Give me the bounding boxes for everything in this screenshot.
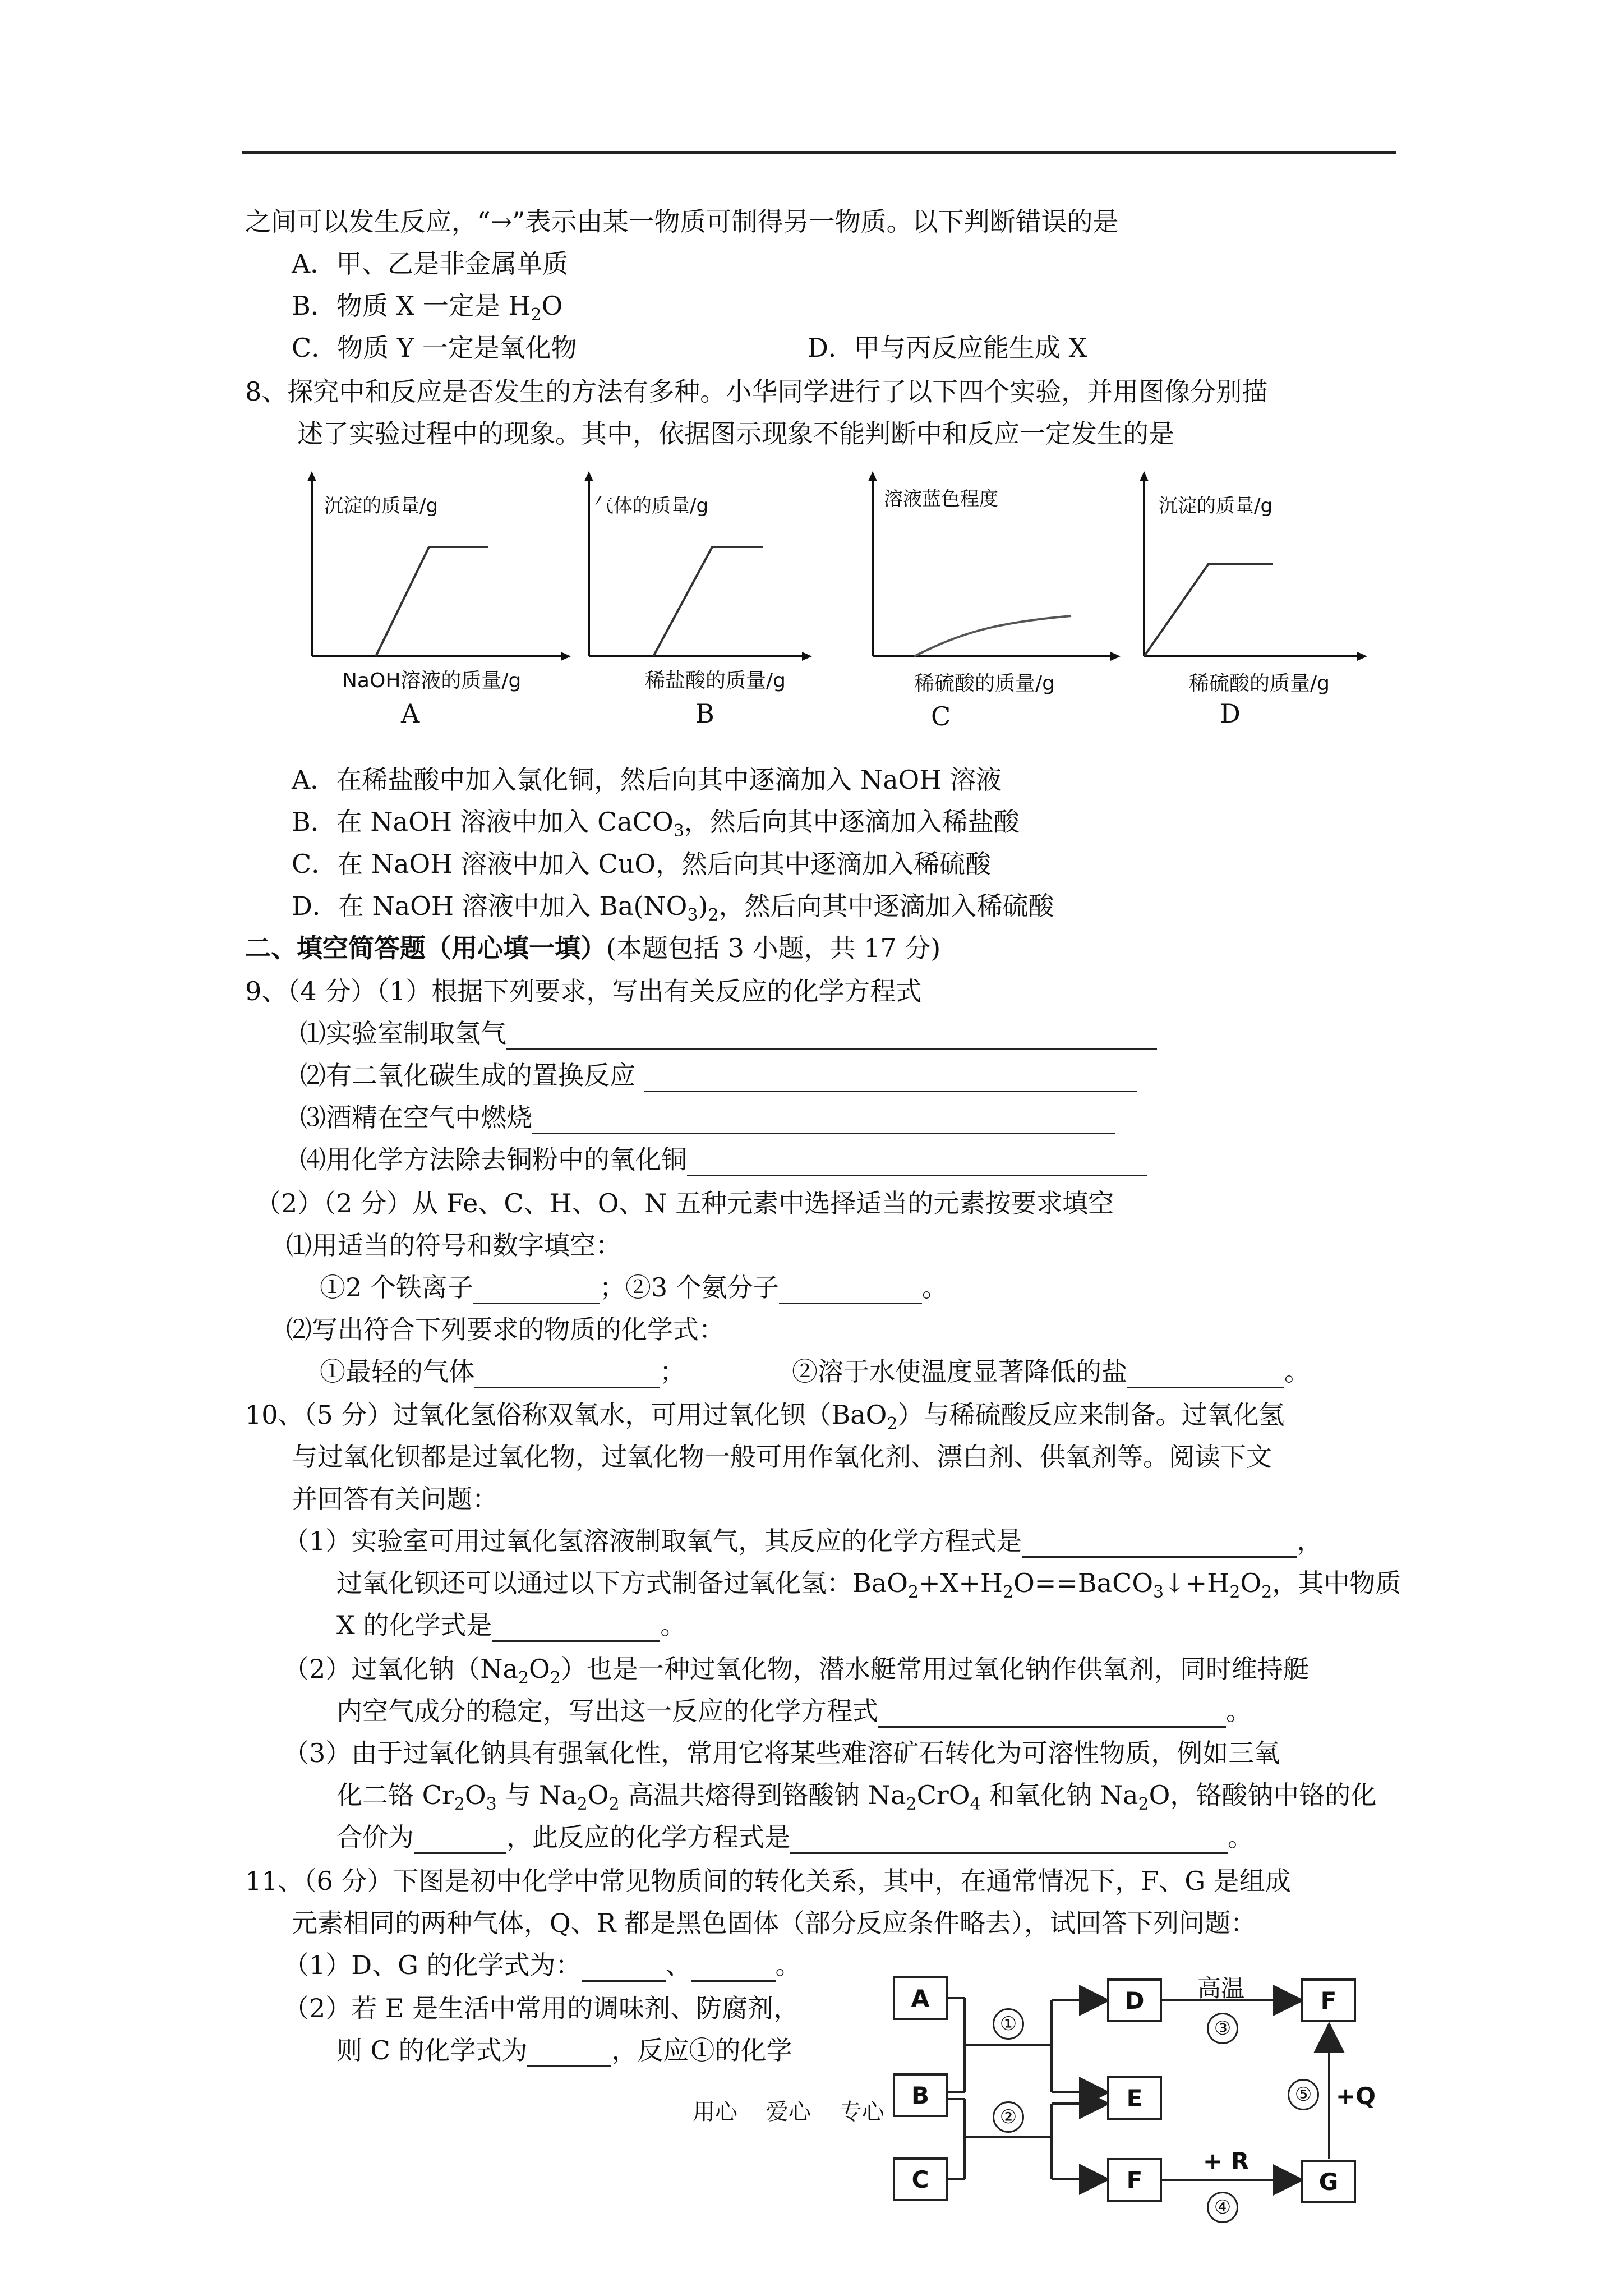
q9-item2: ⑵有二氧化碳生成的置换反应: [300, 1059, 1137, 1092]
flow-reaction-1: ①: [993, 2008, 1024, 2040]
q8-stem-line1: 8、探究中和反应是否发生的方法有多种。小华同学进行了以下四个实验，并用图像分别描: [245, 376, 1268, 407]
flow-reaction-3: ③: [1207, 2013, 1238, 2044]
q10-part1b: 过氧化钡还可以通过以下方式制备过氧化氢：$BaO_2+X+H_2O==BaCO_3↓+H_2O_2$，其中物质: [336, 1568, 1401, 1602]
q10-part2a: （2）过氧化钠$(Na_2O_2)$也是一种过氧化物，潜水艇常用过氧化钠作供氧剂，同时维持艇: [283, 1654, 1309, 1688]
q7-stem-continuation: 之间可以发生反应，“→”表示由某一物质可制得另一物质。以下判断错误的是: [245, 206, 1119, 237]
flow-node-g: G: [1301, 2160, 1356, 2203]
q9-item2-blank[interactable]: [644, 1066, 1137, 1092]
graph-a: [292, 471, 572, 729]
section2-title: 二、填空简答题（用心填一填）(本题包括 3 小题，共 17 分): [245, 933, 941, 963]
q10-part2b: 内空气成分的稳定，写出这一反应的化学方程式 。: [336, 1694, 1252, 1728]
q11-line2: 元素相同的两种气体，Q、R 都是黑色固体（部分反应条件略去），试回答下列问题：: [292, 1908, 1256, 1938]
graph-d-letter: D: [1220, 698, 1241, 729]
flow-node-b: B: [893, 2073, 948, 2117]
graph-c-ylabel: 溶液蓝色程度: [884, 488, 998, 510]
q9-item4: ⑷用化学方法除去铜粉中的氧化铜: [300, 1143, 1147, 1176]
q9-item1-blank[interactable]: [506, 1024, 1157, 1050]
graph-d-ylabel: 沉淀的质量/g: [1159, 495, 1273, 517]
q8-option-c: C．在 NaOH 溶液中加入 CuO，然后向其中逐滴加入稀硫酸: [292, 849, 992, 879]
graph-a-ylabel: 沉淀的质量/g: [324, 495, 439, 517]
q10-part3b: 化二铬 $Cr_2O_3$ 与 $Na_2O_2$ 高温共熔得到铬酸钠 $Na_2CrO_4$ 和氧化钠 $Na_2O$，铬酸钠中铬的化: [336, 1780, 1377, 1814]
flow-node-c: C: [893, 2157, 948, 2201]
graph-d-xlabel: 稀硫酸的质量/g: [1189, 672, 1330, 695]
q10-part1c: X 的化学式是 。: [336, 1608, 686, 1642]
q11-g-formula-blank[interactable]: [691, 1955, 776, 1982]
flow-reaction-4: ④: [1207, 2192, 1238, 2223]
q10-chromium-valence-blank[interactable]: [414, 1828, 506, 1854]
q10-chromate-equation-blank[interactable]: [790, 1828, 1228, 1854]
q11-part2b: 则 C 的化学式为 ，反应①的化学: [336, 2033, 792, 2067]
q9-ammonia-blank[interactable]: [779, 1278, 922, 1304]
q9-sub2-answers: ①最轻的气体 ； ②溶于水使温度显著降低的盐 。: [320, 1355, 1310, 1388]
q11-line1: 11、（6 分）下图是初中化学中常见物质间的转化关系，其中，在通常情况下，F、G 是组成: [245, 1866, 1291, 1896]
q9-iron-ion-blank[interactable]: [473, 1278, 600, 1304]
graph-c: [852, 471, 1133, 731]
q9-head: 9、（4 分）（1）根据下列要求，写出有关反应的化学方程式: [245, 976, 922, 1006]
q10-x-formula-blank[interactable]: [492, 1616, 660, 1642]
flow-label-plus-r: + R: [1203, 2147, 1249, 2175]
q10-na2o2-equation-blank[interactable]: [878, 1701, 1226, 1728]
graph-a-curve: [376, 547, 488, 656]
q10-line3: 并回答有关问题：: [292, 1484, 498, 1514]
q9-item1: ⑴实验室制取氢气: [300, 1016, 1157, 1050]
graph-c-letter: C: [931, 701, 951, 731]
q9-salt-blank[interactable]: [1127, 1362, 1284, 1388]
q9-item4-blank[interactable]: [687, 1150, 1147, 1176]
q9-item3-blank[interactable]: [532, 1108, 1115, 1134]
q8-stem-line2: 述了实验过程中的现象。其中，依据图示现象不能判断中和反应一定发生的是: [297, 418, 1174, 449]
flow-node-a: A: [893, 1976, 948, 2020]
flow-node-f-top: F: [1301, 1978, 1356, 2022]
q11-d-formula-blank[interactable]: [582, 1955, 666, 1982]
graph-c-xlabel: 稀硫酸的质量/g: [914, 672, 1055, 695]
q8-option-a: A．在稀盐酸中加入氯化铜，然后向其中逐滴加入 NaOH 溶液: [292, 765, 1002, 795]
q9-lightest-gas-blank[interactable]: [474, 1362, 660, 1388]
graph-c-curve: [914, 616, 1071, 656]
flow-label-plus-q: +Q: [1336, 2082, 1376, 2110]
q8-option-b: B．在 NaOH 溶液中加入 CaCO$_3$，然后向其中逐滴加入稀盐酸: [292, 807, 1020, 841]
q10-part1a: （1）实验室可用过氧化氢溶液制取氧气，其反应的化学方程式是 ，: [283, 1524, 1322, 1558]
q9-item3: ⑶酒精在空气中燃烧: [300, 1101, 1115, 1134]
graph-b-letter: B: [695, 698, 714, 729]
q7-option-a: A．甲、乙是非金属单质: [292, 249, 569, 279]
q10-line2: 与过氧化钡都是过氧化物，过氧化物一般可用作氧化剂、漂白剂、供氧剂等。阅读下文: [292, 1442, 1272, 1472]
q11-part1: （1）D、G 的化学式为： 、 。: [283, 1948, 801, 1982]
header-rule: [242, 151, 1396, 154]
graph-d: [1127, 471, 1385, 729]
flow-diagram: [892, 1975, 1396, 2219]
graph-d-curve: [1144, 564, 1273, 656]
graph-b-curve: [653, 547, 763, 656]
q11-c-formula-blank[interactable]: [527, 2041, 611, 2067]
flow-label-high-temp: 高温: [1197, 1975, 1245, 2002]
q9-sub2: ⑵写出符合下列要求的物质的化学式：: [286, 1314, 725, 1345]
q10-h2o2-equation-blank[interactable]: [1022, 1531, 1297, 1558]
flow-reaction-2: ②: [993, 2101, 1024, 2133]
flow-node-f-bottom: F: [1107, 2158, 1162, 2202]
graph-b: [561, 471, 830, 729]
q10-part3c: 合价为 ，此反应的化学方程式是 。: [336, 1820, 1253, 1854]
q9-part2: （2）（2 分）从 Fe、C、H、O、N 五种元素中选择适当的元素按要求填空: [255, 1188, 1114, 1218]
q7-option-b: B．物质 X 一定是 $H_2O$: [292, 291, 563, 325]
graph-b-ylabel: 气体的质量/g: [594, 495, 709, 517]
graph-b-xlabel: 稀盐酸的质量/g: [645, 669, 786, 692]
q9-sub1: ⑴用适当的符号和数字填空：: [286, 1230, 621, 1260]
q10-part3a: （3）由于过氧化钠具有强氧化性，常用它将某些难溶矿石转化为可溶性物质，例如三氧: [283, 1738, 1280, 1768]
q11-part2a: （2）若 E 是生活中常用的调味剂、防腐剂，: [283, 1993, 800, 2023]
q10-line1: 10、（5 分）过氧化氢俗称双氧水，可用过氧化钡（BaO$_2$）与稀硫酸反应来制备。过氧化氢: [245, 1400, 1285, 1434]
graph-a-letter: A: [401, 698, 420, 729]
q7-option-c: C．物质 Y 一定是氧化物: [292, 333, 577, 363]
q7-option-d: D．甲与丙反应能生成 X: [808, 333, 1087, 363]
flow-node-e: E: [1107, 2076, 1162, 2120]
q8-option-d: D．在 NaOH 溶液中加入 $Ba(NO_3)_2$，然后向其中逐滴加入稀硫酸: [292, 891, 1054, 925]
flow-reaction-5: ⑤: [1288, 2079, 1319, 2110]
graph-a-xlabel: NaOH溶液的质量/g: [342, 669, 522, 692]
page-footer: 用心 爱心 专心: [693, 2099, 884, 2125]
q9-sub1-answers: ①2 个铁离子 ；②3 个氨分子 。: [320, 1271, 948, 1304]
flow-node-d: D: [1107, 1978, 1162, 2022]
